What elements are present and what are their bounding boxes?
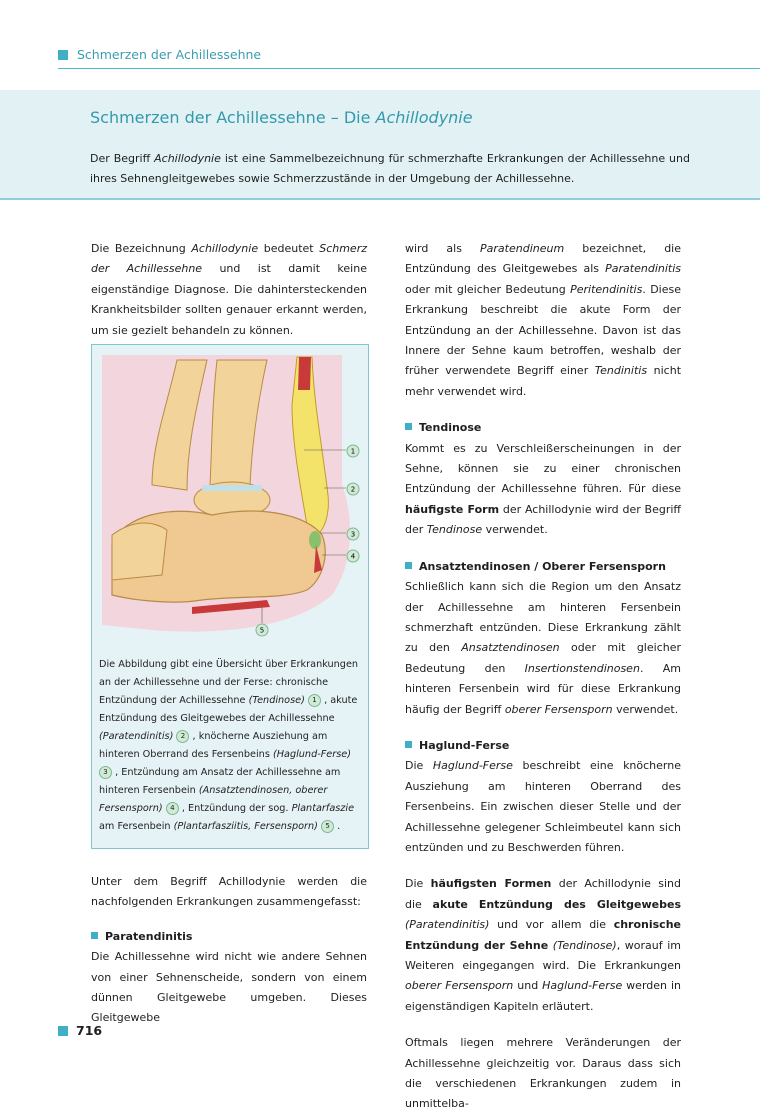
paragraph: wird als Paratendineum bezeichnet, die Entzündung des Gleitgewebes als Paratendinitis oder mit gleicher Bedeutung Peritendinitis. Diese Erkrankung beschreibt die akute Form der Entzündung an der Achillessehne. Davon ist das Innere der Sehne kaum betroffen, weshalb der früher verwendete Begriff einer Tendinitis nicht mehr verwendet wird. [405, 242, 682, 398]
paragraph: Die Achillessehne wird nicht wie andere Sehnen von einer Sehnenscheide, sondern von einem dünnen Gleitgewebe umgeben. Dieses Gleitgewebe [91, 950, 367, 1025]
page-title: Schmerzen der Achillessehne – Die Achillodynie [90, 108, 473, 127]
figure-label-4: 4 [350, 552, 356, 561]
heading-marker [91, 932, 98, 939]
running-header [58, 46, 760, 69]
heading-paratendinitis: Paratendinitis [91, 927, 367, 947]
intro-box [0, 90, 760, 200]
figure-anatomy [91, 344, 369, 849]
foot-anatomy-illustration [92, 345, 368, 645]
paragraph: Kommt es zu Verschleißerscheinungen in der Sehne, können sie zu einer chronischen Entzündung der Achillessehne führen. Für diese häufigste Form der Achillodynie wird der Begriff der Tendinose verwendet. [405, 441, 681, 537]
heading-haglund-ferse: Haglund-Ferse [405, 736, 681, 756]
header-marker [58, 50, 68, 60]
right-column [405, 239, 681, 1115]
left-column-top [91, 239, 367, 341]
heading-marker [405, 423, 412, 430]
figure-label-2: 2 [350, 485, 356, 494]
footer-marker [58, 1026, 68, 1036]
header-title: Schmerzen der Achillessehne [77, 47, 262, 62]
heading-tendinose: Tendinose [405, 418, 681, 438]
figure-label-1: 1 [350, 447, 356, 456]
left-column-bottom [91, 872, 367, 1029]
figure-label-5: 5 [259, 626, 265, 635]
paragraph: Die Haglund-Ferse beschreibt eine knöcherne Ausziehung am hinteren Oberrand des Fersenbeins. Ein zwischen dieser Stelle und der Achillessehne gelegener Schleimbeutel kann sich entzünden und zu Beschwerden führen. [405, 759, 681, 854]
heading-ansatztendinosen: Ansatztendinosen / Oberer Fersensporn [405, 557, 681, 577]
paragraph: Oftmals liegen mehrere Veränderungen der Achillessehne gleichzeitig vor. Daraus dass sich die verschiedenen Erkrankungen zudem in unmittelba- [405, 1036, 681, 1111]
paragraph: Die Bezeichnung Achillodynie bedeutet Schmerz der Achillessehne und ist damit keine eigenständige Diagnose. Die dahintersteckenden Krankheitsbilder sollten genauer erkannt werden, um sie gezielt behandeln zu können. [91, 242, 367, 337]
figure-label-3: 3 [350, 530, 356, 539]
heading-marker [405, 741, 412, 748]
intro-text: Der Begriff Achillodynie ist eine Sammelbezeichnung für schmerzhafte Erkrankungen der Achillessehne und ihres Sehnengleitgewebes sowie Schmerzzustände in der Umgebung der Achillessehne. [90, 152, 690, 185]
paragraph: Schließlich kann sich die Region um den Ansatz der Achillessehne am hinteren Fersenbein schmerzhaft entzünden. Diese Erkrankung zählt zu den Ansatztendinosen oder mit gleicher Bedeutung den Insertionstendinosen. Am hinteren Fersenbein wird für diese Erkrankung häufig der Begriff oberer Fersensporn verwendet. [405, 580, 681, 716]
figure-caption: Die Abbildung gibt eine Übersicht über Erkrankungen an der Achillessehne und der Ferse: chronische Entzündung der Achillessehne (Tendinose) 1 , akute Entzündung des Gleitgewebes der Achillessehne (Paratendinitis) 2 , knöcherne Ausziehung am hinteren Oberrand des Fersenbeins (Haglund-Ferse) 3 , Entzündung am Ansatz der Achillessehne am hinteren Fersenbein (Ansatztendinosen, oberer Fersensporn) 4 , Entzündung der sog. Plantarfaszie am Fersenbein (Plantarfasziitis, Fersensporn) 5 . [99, 659, 359, 832]
paragraph: Unter dem Begriff Achillodynie werden die nachfolgenden Erkrankungen zusammengefasst: [91, 875, 367, 909]
heading-marker [405, 562, 412, 569]
paragraph: Die häufigsten Formen der Achillodynie sind die akute Entzündung des Gleitgewebes (Paratendinitis) und vor allem die chronische Entzündung der Sehne (Tendinose), worauf im Weiteren eingegangen wird. Die Erkrankungen oberer Fersensporn und Haglund-Ferse werden in eigenständigen Kapiteln erläutert. [405, 877, 682, 1013]
